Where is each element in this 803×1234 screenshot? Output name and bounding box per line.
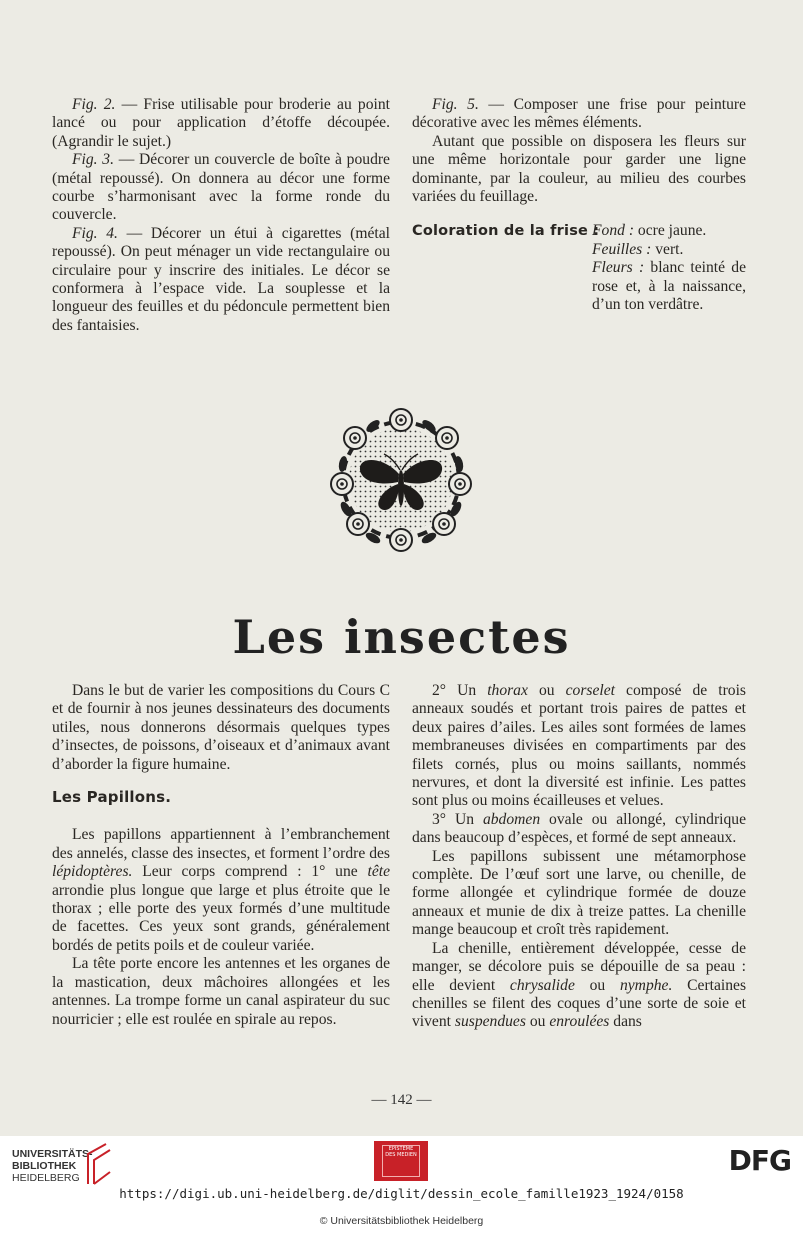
paragraph-text: — Décorer un étui à cigarettes (métal repoussé). On peut ménager un vide rectangulaire ou circulaire pour y inscrire des initiales. Le décor se conformera à l’espace vide. La souplesse et la longueur des feuilles et du pédoncule permettent bien des fantaisies. (52, 224, 390, 334)
page-number: — 142 — (371, 1092, 432, 1108)
fleurs-value: blanc teinté de rose et, à la naissance, d’un ton verdâtre. (592, 259, 746, 314)
text-run: ovale ou allongé, cylindrique dans beaucoup d’espèces, et formé de sept anneaux. (412, 810, 746, 847)
coloration-values (592, 222, 746, 314)
emphasis: thorax (487, 682, 528, 699)
top-left-column (52, 96, 390, 335)
section-heading: Les Papillons. (52, 788, 172, 807)
fond-label: Fond : (592, 222, 635, 240)
fleurs-line (592, 259, 746, 314)
emphasis: abdomen (482, 810, 541, 828)
fig5-paragraph (412, 96, 746, 133)
paragraph-text: — Frise utilisable pour broderie au point lancé ou pour application d’étoffe découpée. (Agrandir le sujet.) (52, 96, 390, 150)
butterfly-wreath-ornament-icon (328, 404, 474, 554)
library-line: BIBLIOTHEK (12, 1160, 77, 1172)
badge-text: EPISTEME DES MEDIEN (382, 1145, 420, 1177)
feuilles-label: Feuilles : (592, 240, 652, 258)
library-mark-icon (82, 1142, 112, 1186)
episteme-badge[interactable] (374, 1141, 428, 1181)
viewer-footer (0, 1136, 803, 1234)
bottom-right-column (412, 682, 746, 1032)
fig3-paragraph (52, 151, 390, 225)
text-run: La chenille, entièrement développée, cesse de manger, se décolore puis se dépouille de sa peau : elle devient (412, 939, 746, 994)
fig4-paragraph (52, 225, 390, 335)
text-run: composé de trois anneaux soudés et portant trois paires de pattes et deux paires d’ailes. Les ailes sont formées de lames membraneuses divisées en compartiments par des filets cornés, plus ou moins saillants, nommés nervures, et dont la diversité est infinie. Les pattes sont plus ou moins écailleuses et velues. (412, 682, 747, 810)
metamorphose-paragraph: Les papillons subissent une métamorphose complète. De l’œuf sort une larve, ou chenille, de forme allongée et cylindrique formée de douze anneaux et munie de dix à treize pattes. La chenille mange beaucoup et croît très rapidement. (412, 847, 746, 939)
dfg-logo[interactable]: DFG (728, 1144, 791, 1177)
copyright-notice: © Universitätsbibliothek Heidelberg (319, 1215, 484, 1227)
coloration-block (412, 222, 746, 314)
flowers-paragraph (412, 133, 746, 207)
tete-paragraph: La tête porte encore les antennes et les organes de la mastication, deux mâchoires allongées et les antennes. La trompe forme un canal aspirateur du suc nourricier ; elle est roulée en spirale au repos. (52, 955, 390, 1028)
text-run: arrondie plus longue que large et plus étroite que le thorax ; elle porte des yeux formés d’une multitude de facettes. Ces yeux sont grands, généralement bordés de petits poils et de couleur variée. (52, 881, 390, 954)
text-run: ou (574, 976, 620, 994)
source-url[interactable]: https://digi.ub.uni-heidelberg.de/diglit/dessin_ecole_famille1923_1924/0158 (119, 1186, 684, 1201)
text-run: Les papillons appartiennent à l’embranchement des annelés, classe des insectes, et forment l’ordre des (52, 826, 390, 862)
paragraph-text: — Composer une frise pour peinture décorative avec les mêmes éléments. (412, 96, 746, 132)
library-line: UNIVERSITÄTS- (12, 1148, 93, 1160)
emphasis: lépidoptères. (52, 863, 133, 881)
text-run: ou (527, 682, 566, 699)
text-run: dans (609, 1013, 642, 1031)
text-run: Certaines chenilles se filent des coques d’une sorte de soie et vivent (412, 976, 747, 1031)
fleurs-label: Fleurs : (592, 259, 645, 277)
papillons-paragraph (52, 826, 390, 955)
chrysalide-paragraph (412, 940, 746, 1032)
abdomen-paragraph (412, 811, 746, 848)
emphasis: nymphe. (619, 976, 673, 994)
intro-paragraph: Dans le but de varier les compositions du Cours C et de fournir à nos jeunes dessinateurs des documents utiles, nous donnerons désormais quelques types d’insectes, de poissons, d’oiseaux et d’animaux avant d’aborder la figure humaine. (52, 682, 390, 773)
top-right-column (412, 96, 746, 314)
fig-label: Fig. 4. (72, 224, 118, 242)
paragraph-text: Autant que possible on disposera les fleurs sur une même horizontale pour garder une ligne dominante, par la couleur, au milieu des courbes variées du feuillage. (412, 132, 746, 206)
text-run: ou (525, 1013, 550, 1031)
emphasis: suspendues (454, 1013, 526, 1031)
text-run: 3° Un (432, 810, 483, 828)
fig-label: Fig. 5. (432, 96, 479, 113)
fond-line (592, 222, 746, 240)
fig2-paragraph (52, 96, 390, 151)
feuilles-value: vert. (651, 240, 684, 258)
text-run: 2° Un (432, 682, 488, 699)
library-line: HEIDELBERG (12, 1172, 80, 1184)
page-title: Les insectes (232, 610, 571, 664)
coloration-label: Coloration de la frise : (412, 223, 600, 240)
fig-label: Fig. 3. (72, 151, 114, 169)
emphasis: chrysalide (509, 976, 575, 994)
emphasis: enroulées (549, 1013, 610, 1031)
thorax-paragraph (412, 682, 746, 811)
text-run: Leur corps comprend : 1° une (132, 863, 368, 881)
paragraph-text: — Décorer un couvercle de boîte à poudre (métal repoussé). On donnera au décor une forme courbe s’harmonisant avec la forme ronde du couvercle. (52, 151, 390, 224)
emphasis: tête (367, 863, 390, 881)
fig-label: Fig. 2. (72, 96, 116, 113)
feuilles-line (592, 241, 746, 259)
fond-value: ocre jaune. (634, 222, 707, 240)
emphasis: corselet (565, 682, 615, 699)
library-logo[interactable] (12, 1148, 93, 1184)
bottom-left-column (52, 682, 390, 1029)
